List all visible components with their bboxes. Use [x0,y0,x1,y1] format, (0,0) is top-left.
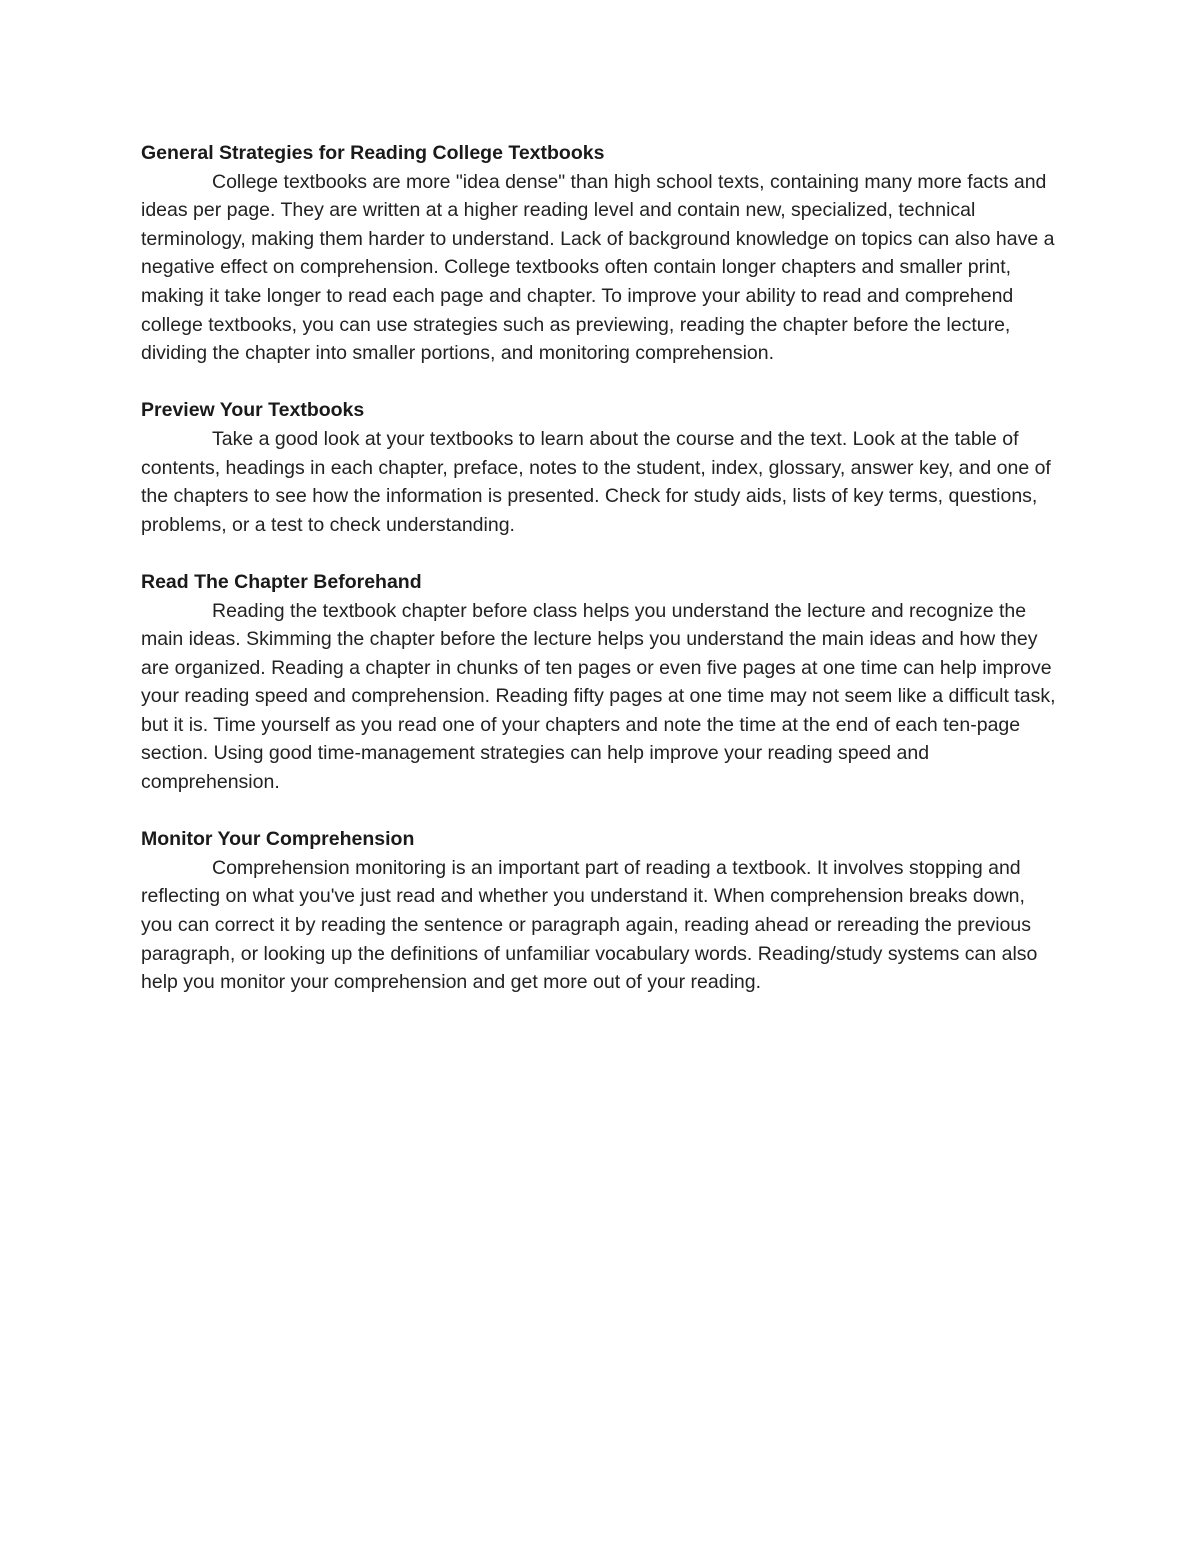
document-content [141,139,1061,1025]
section-preview-textbooks [141,396,1061,539]
section-heading: General Strategies for Reading College Textbooks [141,142,605,164]
section-paragraph: Reading the textbook chapter before class helps you understand the lecture and recognize the main ideas. Skimming the chapter before the lecture helps you understand the main ideas and how they are organized. Reading a chapter in chunks of ten pages or even five pages at one time can help improve your reading speed and comprehension. Reading fifty pages at one time may not seem like a difficult task, but it is. Time yourself as you read one of your chapters and note the time at the end of each ten-page section. Using good time-management strategies can help improve your reading speed and comprehension. [141,599,1056,794]
section-heading: Read The Chapter Beforehand [141,570,422,593]
section-monitor-comprehension [141,825,1061,997]
section-paragraph: Comprehension monitoring is an important part of reading a textbook. It involves stopping and reflecting on what you've just read and whether you understand it. When comprehension breaks down, you can correct it by reading the sentence or paragraph again, reading ahead or rereading the previous paragraph, or looking up the definitions of unfamiliar vocabulary words. Reading/study systems can also help you monitor your comprehension and get more out of your reading. [141,856,1038,994]
section-heading: Preview Your Textbooks [141,399,365,422]
section-paragraph: College textbooks are more "idea dense" than high school texts, containing many more facts and ideas per page. They are written at a higher reading level and contain new, specialized, technical terminology, making them harder to understand. Lack of background knowledge on topics can also have a negative effect on comprehension. College textbooks often contain longer chapters and smaller print, making it take longer to read each page and chapter. To improve your ability to read and comprehend college textbooks, you can use strategies such as previewing, reading the chapter before the lecture, dividing the chapter into smaller portions, and monitoring comprehension. [141,170,1055,365]
section-paragraph: Take a good look at your textbooks to learn about the course and the text. Look at the table of contents, headings in each chapter, preface, notes to the student, index, glossary, answer key, and one of the chapters to see how the information is presented. Check for study aids, lists of key terms, questions, problems, or a test to check understanding. [141,427,1051,536]
section-heading: Monitor Your Comprehension [141,828,415,851]
section-read-chapter-beforehand [141,568,1061,797]
section-general-strategies [141,139,1061,368]
